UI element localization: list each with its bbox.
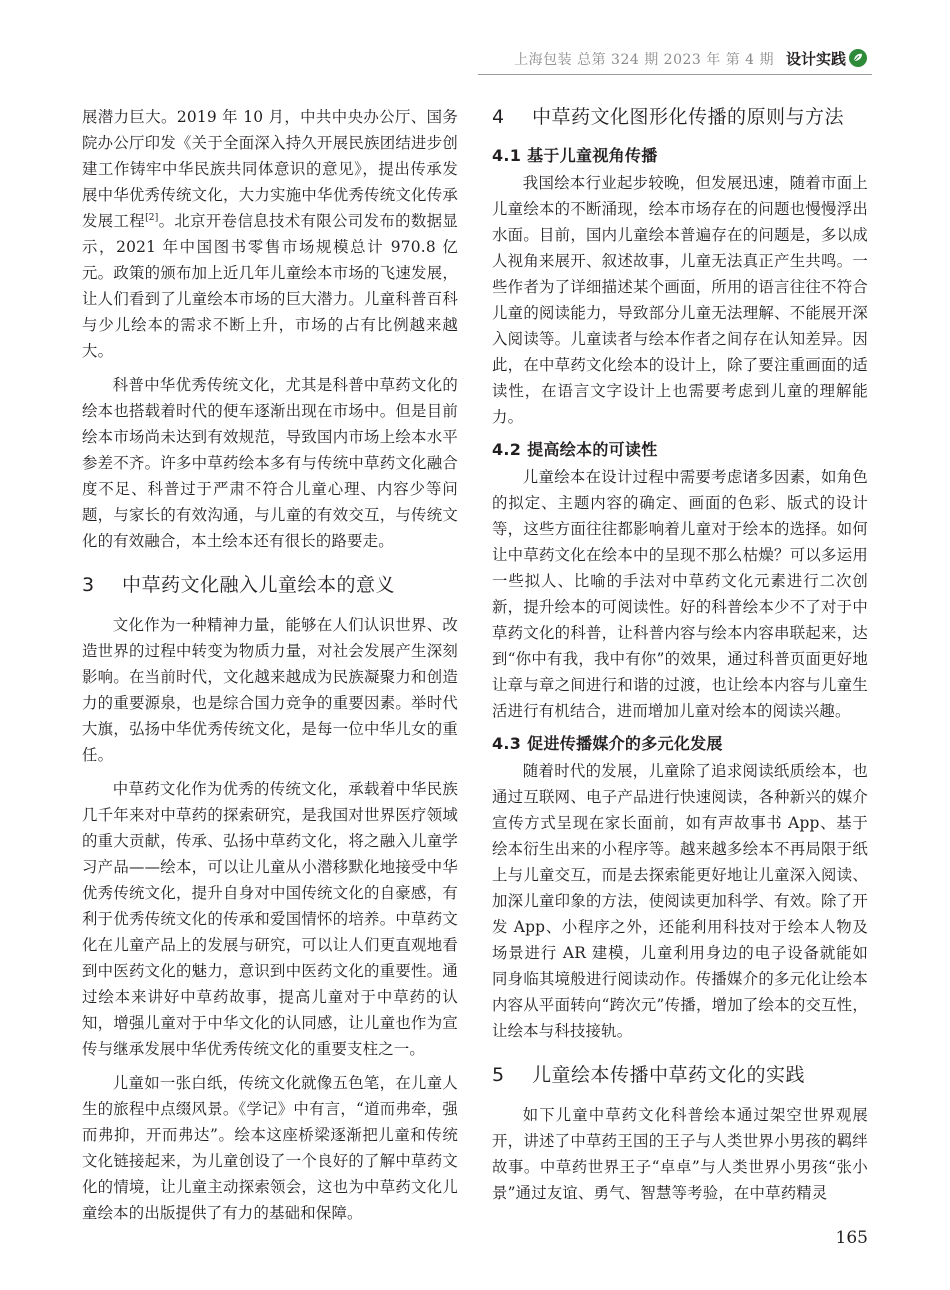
section-heading-4: 4 中草药文化图形化传播的原则与方法 [492,106,845,128]
paragraph: 如下儿童中草药文化科普绘本通过架空世界观展开，讲述了中草药王国的王子与人类世界小男孩的羁绊故事。中草药世界王子“卓卓”与人类世界小男孩“张小景”通过友谊、勇气、智慧等考验，在中草药精灵 [492,1106,868,1202]
paragraph: 展潜力巨大。2019 年 10 月，中共中央办公厅、国务院办公厅印发《关于全面深入持久开展民族团结进步创建工作铸牢中华民族共同体意识的意见》，提出传承发展中华优秀传统文化，大力实施中华优秀传统文化传承发展工程[2]。北京开卷信息技术有限公司发布的数据显示，2021 年中国图书零售市场规模总计 970.8 亿元。政策的颁布加上近几年儿童绘本市场的飞速发展，让人们看到了儿童绘本市场的巨大潜力。儿童科普百科与少儿绘本的需求不断上升，市场的占有比例越来越大。 [82,108,458,360]
circle-leaf-icon [848,48,868,68]
subsection-heading-4-1: 4.1 基于儿童视角传播 [492,146,658,165]
running-header [0,44,950,74]
paragraph: 儿童如一张白纸，传统文化就像五色笔，在儿童人生的旅程中点缀风景。《学记》中有言，“道而弗牵，强而弗抑，开而弗达”。绘本这座桥梁逐渐把儿童和传统文化链接起来，为儿童创设了一个良好的了解中草药文化的情境，让儿童主动探索领会，这也为中草药文化儿童绘本的出版提供了有力的基础和保障。 [82,1074,458,1222]
subsection-heading-4-3: 4.3 促进传播媒介的多元化发展 [492,734,723,753]
left-column [82,104,458,1234]
journal-info: 上海包装 总第 324 期 2023 年 第 4 期 [514,52,774,68]
citation-ref: [2] [145,212,159,223]
right-column [492,104,868,1214]
page-number: 165 [835,1228,868,1248]
paragraph: 我国绘本行业起步较晚，但发展迅速，随着市面上儿童绘本的不断涌现，绘本市场存在的问题也慢慢浮出水面。目前，国内儿童绘本普遍存在的问题是，多以成人视角来展开、叙述故事，儿童无法真正产生共鸣。一些作者为了详细描述某个画面，所用的语言往往不符合儿童的阅读能力，导致部分儿童无法理解、不能展开深入阅读等。儿童读者与绘本作者之间存在认知差异。因此，在中草药文化绘本的设计上，除了要注重画面的适读性，在语言文字设计上也需要考虑到儿童的理解能力。 [492,174,868,426]
paragraph: 儿童绘本在设计过程中需要考虑诸多因素，如角色的拟定、主题内容的确定、画面的色彩、版式的设计等，这些方面往往都影响着儿童对于绘本的选择。如何让中草药文化在绘本中的呈现不那么枯燥？可以多运用一些拟人、比喻的手法对中草药文化元素进行二次创新，提升绘本的可阅读性。好的科普绘本少不了对于中草药文化的科普，让科普内容与绘本内容串联起来，达到“你中有我，我中有你”的效果，通过科普页面更好地让章与章之间进行和谐的过渡，也让绘本内容与儿童生活进行有机结合，进而增加儿童对绘本的阅读兴趣。 [492,468,868,720]
header-rule [478,74,872,75]
paragraph: 文化作为一种精神力量，能够在人们认识世界、改造世界的过程中转变为物质力量，对社会发展产生深刻影响。在当前时代，文化越来越成为民族凝聚力和创造力的重要源泉，也是综合国力竞争的重要因素。举时代大旗，弘扬中华优秀传统文化，是每一位中华儿女的重任。 [82,616,458,764]
paragraph: 科普中华优秀传统文化，尤其是科普中草药文化的绘本也搭载着时代的便车逐渐出现在市场中。但是目前绘本市场尚未达到有效规范，导致国内市场上绘本水平参差不齐。许多中草药绘本多有与传统中草药文化融合度不足、科普过于严肃不符合儿童心理、内容少等问题，与家长的有效沟通，与儿童的有效交互，与传统文化的有效融合，本土绘本还有很长的路要走。 [82,376,458,550]
section-heading-5: 5 儿童绘本传播中草药文化的实践 [492,1064,806,1086]
paragraph: 随着时代的发展，儿童除了追求阅读纸质绘本，也通过互联网、电子产品进行快速阅读，各种新兴的媒介宣传方式呈现在家长面前，如有声故事书 App、基于绘本衍生出来的小程序等。越来越多绘本不再局限于纸上与儿童交互，而是去探索能更好地让儿童深入阅读、加深儿童印象的方法，使阅读更加科学、有效。除了开发 App、小程序之外，还能利用科技对于绘本人物及场景进行 AR 建模，儿童利用身边的电子设备就能如同身临其境般进行阅读动作。传播媒介的多元化让绘本内容从平面转向“跨次元”传播，增加了绘本的交互性，让绘本与科技接轨。 [492,762,868,1040]
section-heading-3: 3 中草药文化融入儿童绘本的意义 [82,574,396,596]
paragraph: 中草药文化作为优秀的传统文化，承载着中华民族几千年来对中草药的探索研究，是我国对世界医疗领域的重大贡献，传承、弘扬中草药文化，将之融入儿童学习产品——绘本，可以让儿童从小潜移默化地接受中华优秀传统文化，提升自身对中国传统文化的自豪感，有利于优秀传统文化的传承和爱国情怀的培养。中草药文化在儿童产品上的发展与研究，可以让人们更直观地看到中医药文化的魅力，意识到中医药文化的重要性。通过绘本来讲好中草药故事，提高儿童对于中草药的认知，增强儿童对于中华文化的认同感，让儿童也作为宣传与继承发展中华优秀传统文化的重要支柱之一。 [82,780,458,1058]
subsection-heading-4-2: 4.2 提高绘本的可读性 [492,440,658,459]
section-label: 设计实践 [785,50,846,68]
